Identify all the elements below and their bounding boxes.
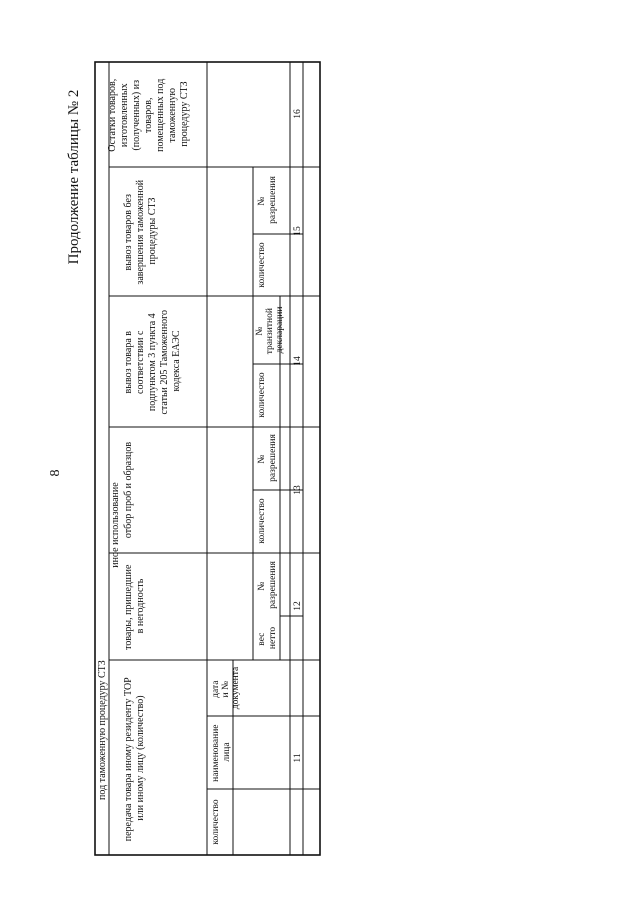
page-number: 8 <box>48 469 63 477</box>
samples-permit-label: № разрешения <box>257 434 278 482</box>
export-205-header: вывоз товара в соответствии с подпунктом 3 пункта 4 статьи 205 Таможенного кодекса ЕАЭС <box>123 309 182 415</box>
other-use-header: иное использование <box>110 482 121 568</box>
column-number-15: 15 <box>293 226 303 236</box>
column-number-13: 13 <box>293 485 303 495</box>
column-number-16: 16 <box>293 109 303 119</box>
export-no-completion-permit-label: № разрешения <box>257 176 278 224</box>
export-205-declaration-label: № транзитной декларации <box>255 306 285 355</box>
samples-header: отбор проб и образцов <box>123 441 134 539</box>
transfer-doc-label: дата и № документа <box>211 666 241 710</box>
spoiled-header: товары, пришедшие в негодность <box>123 564 146 650</box>
export-no-completion-quantity-label: количество <box>257 242 267 288</box>
remains-header: Остатки товаров, изготовленных (полученных) из товаров, помещенных под таможенную процедуру СТЗ <box>107 78 190 152</box>
spoiled-permit-label: № разрешения <box>257 561 278 609</box>
table-caption: Продолжение таблицы № 2 <box>66 89 82 265</box>
group-header: под таможенную процедуру СТЗ <box>97 660 108 800</box>
column-number-12: 12 <box>293 601 303 611</box>
transfer-header: передача товара иному резиденту ТОР или иному лицу (количество) <box>123 677 146 842</box>
column-number-11: 11 <box>293 753 303 763</box>
samples-quantity-label: количество <box>257 498 267 544</box>
spoiled-weight-label: вес нетто <box>257 626 278 650</box>
export-no-completion-header: вывоз товаров без завершения таможенной процедуры СТЗ <box>123 179 158 285</box>
transfer-name-label: наименование лица <box>211 724 232 782</box>
transfer-quantity-label: количество <box>211 799 221 845</box>
column-number-14: 14 <box>293 356 303 366</box>
export-205-quantity-label: количество <box>257 372 267 418</box>
